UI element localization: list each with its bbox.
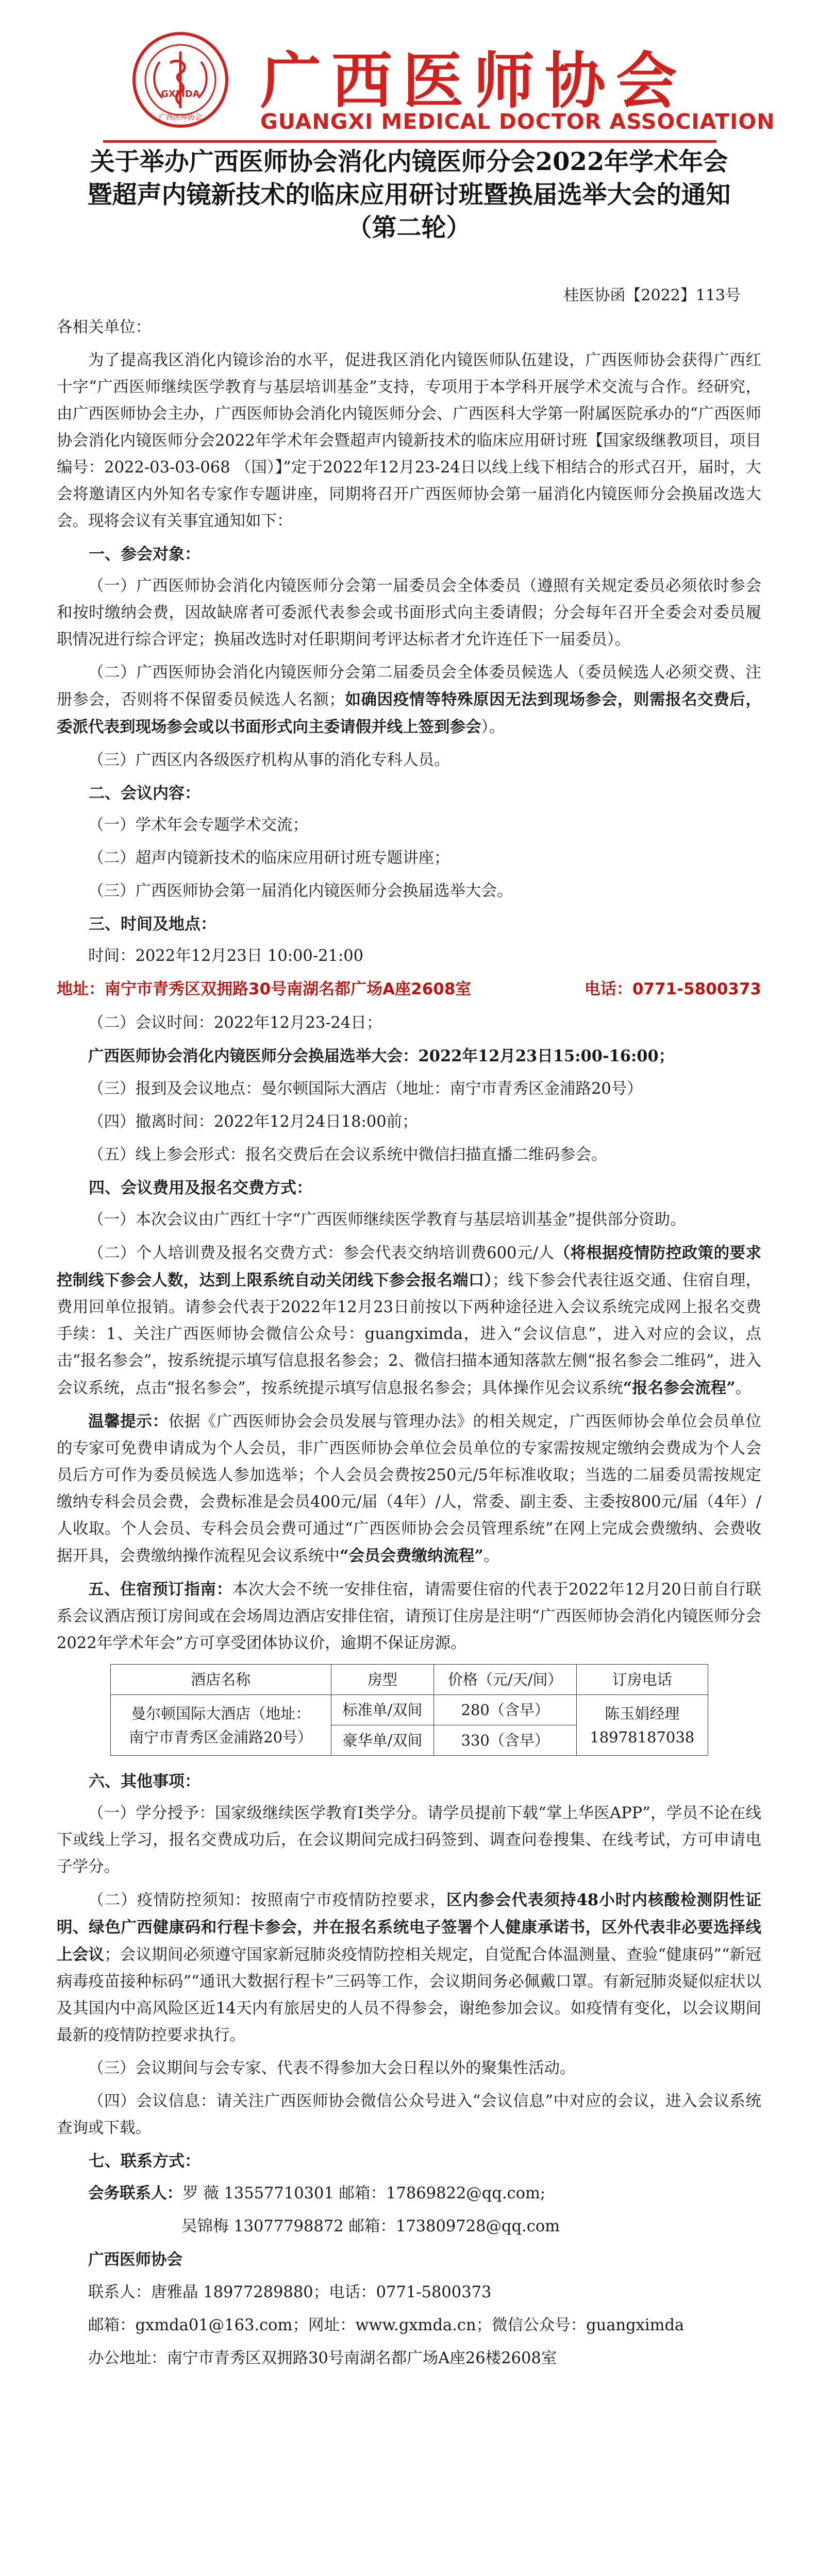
section-6-item-2: （二）疫情防控须知：按照南宁市疫情防控要求，区内参会代表须持48小时内核酸检测阴性证明、绿色广西健康码和行程卡参会，并在报名系统电子签署个人健康承诺书，区外代表非必要选择线上会议；会议期间必须遵守国家新冠肺炎疫情防控相关规定，自觉配合体温测量、查验“健康码”“新冠病毒疫苗接种标码”“通讯大数据行程卡”三码等工作，会议期间务必佩戴口罩。有新冠肺炎疑似症状以及其国内中高风险区近14天内有旅居史的人员不得参会，谢绝参加会议。如疫情有变化，以会议期间最新的疫情防控要求执行。 bbox=[57, 1891, 762, 2044]
contacts bbox=[57, 2180, 761, 2372]
section-2-item-2: （二）超声内镜新技术的临床应用研讨班专题讲座； bbox=[88, 849, 450, 867]
section-6-heading: 六、其他事项： bbox=[89, 1772, 201, 1791]
section-1-item-2: （二）广西医师协会消化内镜医师分会第二届委员会全体委员候选人（委员候选人必须交费、注册参会，否则将不保留委员候选人名额；如确因疫情等特殊原因无法到现场参会，则需报名交费后，委派代表到现场参会或以书面形式向主委请假并线上签到参会）。 bbox=[57, 664, 762, 736]
section-1-item-1: （一）广西医师协会消化内镜医师分会第一届委员会全体委员（遵照有关规定委员必须依时参会和按时缴纳会费，因故缺席者可委派代表参会或书面形式向主委请假；分会每年召开全委会对委员履职情况进行综合评定；换届改选时对任职期间考评达标者才允许连任下一届委员）。 bbox=[57, 577, 761, 649]
election-time: 广西医师协会消化内镜医师分会换届选举大会：2022年12月23日15:00-16:00； bbox=[88, 1047, 675, 1065]
section-6-item-3: （三）会议期间与会专家、代表不得参加大会日程以外的聚集性活动。 bbox=[88, 2059, 576, 2077]
price-cell: 280（含早） bbox=[434, 1695, 577, 1725]
section-4-item-2: （二）个人培训费及报名交费方式：参会代表交纳培训费600元/人（将根据疫情防控政策的要求控制线下参会人数，达到上限系统自动关闭线下参会报名端口）；线下参会代表往返交通、住宿自理，费用回单位报销。请参会代表于2022年12月23日前按以下两种途径进入会议系统完成网上报名交费手续：1、关注广西医师协会微信公众号：guangximda，进入“会议信息”，进入对应的会议，点击“报名参会”，按系统提示填写信息报名参会；2、微信扫描本通知落款左侧“报名参会二维码”，进入会议系统，点击“报名参会”，按系统提示填写信息报名参会；具体操作见会议系统“报名参会流程”。 bbox=[57, 1244, 761, 1397]
assoc-contact-label: 广西医师协会 bbox=[88, 2250, 182, 2269]
section-4-reminder: 温馨提示：依据《广西医师协会会员发展与管理办法》的相关规定，广西医师协会单位会员单位的专家可免费申请成为个人会员，非广西医师协会单位会员单位的专家需按规定缴纳会费成为个人会员后方可作为委员候选人参加选举；个人会员会费按250元/5年标准收取；当选的二届委员需按规定缴纳专科会员会费，会费标准是会员400元/届（4年）/人，常委、副主委、主委按800元/届（4年）/人收取。个人会员、专科会员会费可通过“广西医师协会会员管理系统”在网上完成会费缴纳、会费收据开具，会费缴纳操作流程见会议系统中“会员会费缴纳流程”。 bbox=[57, 1412, 762, 1565]
hotel-name-cell: 曼尔顿国际大酒店（地址： 南宁市青秀区金浦路20号） bbox=[110, 1695, 331, 1756]
section-1-item-3: （三）广西区内各级医疗机构从事的消化专科人员。 bbox=[88, 751, 450, 769]
assoc-contact-1: 联系人：唐雅晶 18977289880；电话：0771-5800373 bbox=[88, 2283, 492, 2301]
affairs-contact-1: 会务联系人：罗 薇 13557710301 邮箱：17869822@qq.com; bbox=[88, 2184, 546, 2202]
price-cell: 330（含早） bbox=[434, 1725, 577, 1756]
section-2-item-1: （一）学术年会专题学术交流； bbox=[88, 816, 308, 834]
intro-paragraph: 为了提高我区消化内镜诊治的水平，促进我区消化内镜医师队伍建设，广西医师协会获得广西红十字“广西医师继续医学教育与基层培训基金”支持，专项用于本学科开展学术交流与合作。经研究，由广西医师协会主办，广西医师协会消化内镜医师分会、广西医科大学第一附属医院承办的“广西医师协会消化内镜医师分会2022年学术年会暨超声内镜新技术的临床应用研讨班【国家级继教项目，项目编号：2022-03-03-068 （国）】”定于2022年12月23-24日以线上线下相结合的形式召开，届时，大会将邀请区内外知名专家作专题讲座，同期将召开广西医师协会第一届消化内镜医师分会换届改选大会。现将会议有关事宜通知如下： bbox=[57, 351, 761, 530]
affairs-contact-2: 吴锦梅 13077798872 邮箱：173809728@qq.com bbox=[181, 2217, 560, 2235]
section-3-heading: 三、时间及地点： bbox=[89, 915, 216, 934]
org-name-english: GUANGXI MEDICAL DOCTOR ASSOCIATION bbox=[260, 109, 775, 134]
notice-title bbox=[0, 145, 818, 244]
office-address: 地址：南宁市青秀区双拥路30号南湖名都广场A座2608室 bbox=[57, 980, 472, 998]
booking-contact-cell: 陈玉娟经理 18978187038 bbox=[577, 1695, 708, 1756]
room-type-cell: 豪华单/双间 bbox=[331, 1725, 434, 1756]
title-line-1: 关于举办广西医师协会消化内镜医师分会2022年学术年会 bbox=[90, 147, 728, 176]
section-3-time-2: （二）会议时间：2022年12月23-24日； bbox=[88, 1014, 382, 1032]
org-name: 广西医师协会 bbox=[260, 45, 688, 116]
table-header-row bbox=[110, 1665, 708, 1695]
section-6-item-1: （一）学分授予：国家级继续医学教育I类学分。请学员提前下载“掌上华医APP”，学员不论在线下或线上学习，报名交费成功后，在会议期间完成扫码签到、调查问卷搜集、在线考试，方可申请电子学分。 bbox=[57, 1804, 761, 1876]
table-header-cell: 房型 bbox=[331, 1665, 434, 1695]
office-address-bar bbox=[57, 976, 761, 1003]
section-3-time-1: 时间：2022年12月23日 10:00-21:00 bbox=[88, 947, 364, 965]
title-line-3: （第二轮） bbox=[347, 213, 471, 242]
association-logo-icon bbox=[131, 31, 229, 129]
section-2-item-3: （三）广西医师协会第一届消化内镜医师分会换届选举大会。 bbox=[88, 882, 513, 900]
assoc-contact-2: 邮箱：gxmda01@163.com；网址：www.gxmda.cn；微信公众号：guangximda bbox=[88, 2316, 685, 2334]
section-2-heading: 二、会议内容： bbox=[89, 784, 201, 803]
room-type-cell: 标准单/双间 bbox=[331, 1695, 434, 1725]
svg-text:GXMDA: GXMDA bbox=[161, 89, 200, 99]
table-header-cell: 订房电话 bbox=[577, 1665, 708, 1695]
notice-body bbox=[57, 314, 761, 2378]
hotel-table bbox=[110, 1664, 708, 1756]
section-4-item-1: （一）本次会议由广西红十字“广西医师继续医学教育与基层培训基金”提供部分资助。 bbox=[88, 1211, 686, 1229]
section-3-venue: （三）报到及会议地点：曼尔顿国际大酒店（地址：南宁市青秀区金浦路20号） bbox=[88, 1080, 643, 1098]
table-header-cell: 酒店名称 bbox=[110, 1665, 331, 1695]
table-header-cell: 价格（元/天/间） bbox=[434, 1665, 577, 1695]
section-1-heading: 一、参会对象： bbox=[89, 545, 201, 564]
document-number: 桂医协函【2022】113号 bbox=[563, 286, 741, 304]
table-row bbox=[110, 1695, 708, 1725]
header-divider bbox=[103, 140, 716, 143]
section-7-heading: 七、联系方式： bbox=[89, 2152, 201, 2171]
salutation: 各相关单位： bbox=[57, 318, 151, 336]
svg-text:广西医师协会: 广西医师协会 bbox=[159, 113, 202, 122]
assoc-contact-3: 办公地址：南宁市青秀区双拥路30号南湖名都广场A座26楼2608室 bbox=[88, 2349, 557, 2367]
section-6-item-4: （四）会议信息：请关注广西医师协会微信公众号进入“会议信息”中对应的会议，进入会议系统查询或下载。 bbox=[57, 2092, 761, 2137]
section-4-heading: 四、会议费用及报名交费方式： bbox=[89, 1179, 312, 1197]
office-phone: 电话：0771-5800373 bbox=[584, 980, 761, 998]
section-5: 五、住宿预订指南：本次大会不统一安排住宿，请需要住宿的代表于2022年12月20日前自行联系会议酒店预订房间或在会场周边酒店安排住宿，请预订住房是注明“广西医师协会消化内镜医师分会2022年学术年会”方可享受团体协议价，逾期不保证房源。 bbox=[57, 1580, 761, 1652]
section-5-heading: 五、住宿预订指南： bbox=[88, 1580, 232, 1599]
masthead bbox=[0, 0, 818, 149]
section-3-online: （五）线上参会形式：报名交费后在会议系统中微信扫描直播二维码参会。 bbox=[88, 1146, 607, 1164]
section-3-leave: （四）撤离时间：2022年12月24日18:00前； bbox=[88, 1113, 418, 1131]
title-line-2: 暨超声内镜新技术的临床应用研讨班暨换届选举大会的通知 bbox=[87, 180, 731, 209]
